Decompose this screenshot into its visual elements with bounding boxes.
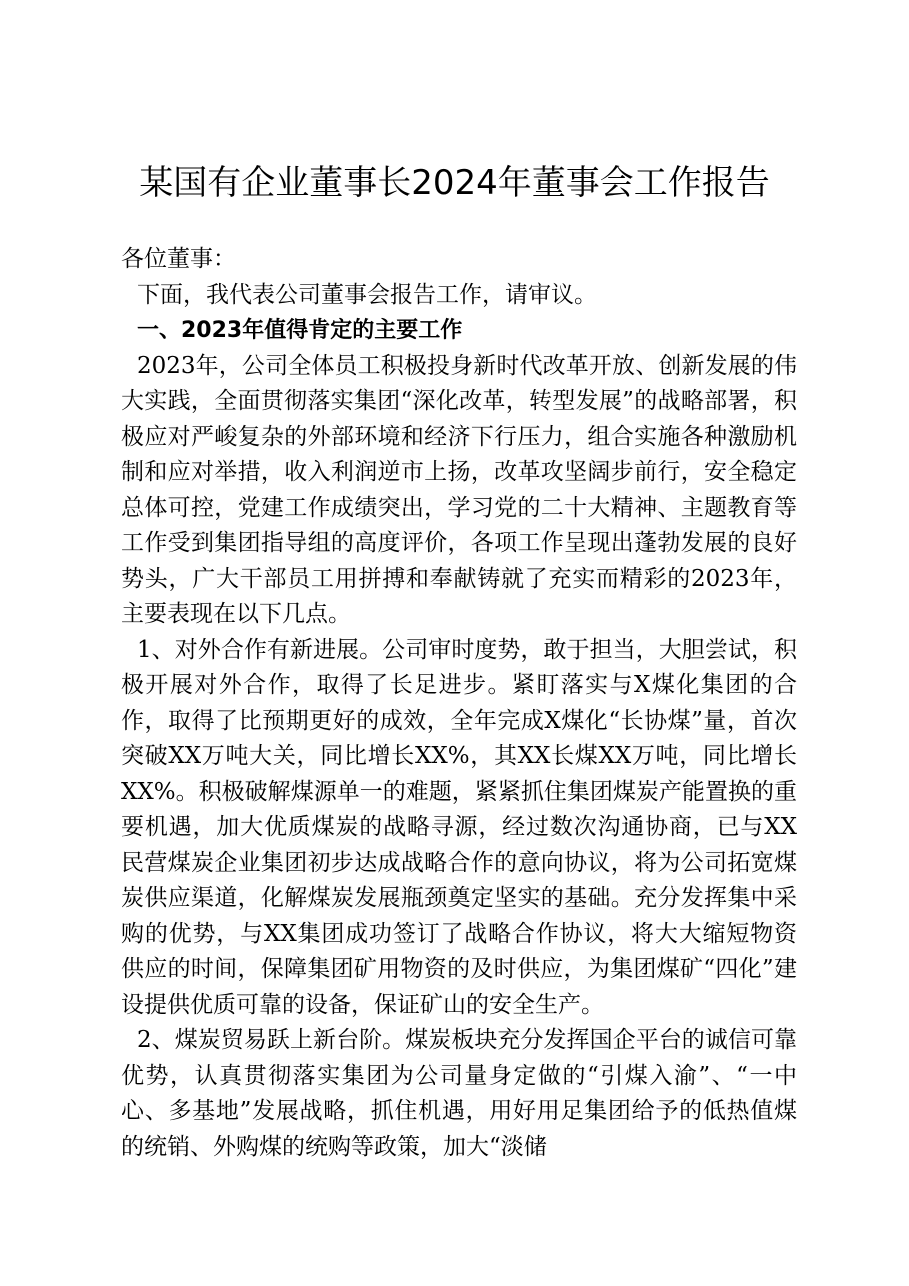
salutation: 各位董事： xyxy=(121,246,236,272)
paragraph-coal-trade: 2、煤炭贸易跃上新台阶。煤炭板块充分发挥国企平台的诚信可靠优势，认真贯彻落实集团为公司量身定做的“引煤入渝”、“一中心、多基地”发展战略，抓住机遇，用好用足集团给予的低热值煤的统销、外购煤的统购等政策，加大“淡储 xyxy=(121,1027,797,1160)
document-body xyxy=(121,242,797,1165)
paragraph-overview: 2023年，公司全体员工积极投身新时代改革开放、创新发展的伟大实践，全面贯彻落实集团“深化改革，转型发展”的战略部署，积极应对严峻复杂的外部环境和经济下行压力，组合实施各种激励机制和应对举措，收入利润逆市上扬，改革攻坚阔步前行，安全稳定总体可控，党建工作成绩突出，学习党的二十大精神、主题教育等工作受到集团指导组的高度评价，各项工作呈现出蓬勃发展的良好势头，广大干部员工用拼搏和奉献铸就了充实而精彩的2023年，主要表现在以下几点。 xyxy=(121,352,797,627)
section-heading: 一、2023年值得肯定的主要工作 xyxy=(137,318,463,343)
document-title: 某国有企业董事长2024年董事会工作报告 xyxy=(139,163,770,203)
intro-paragraph: 下面，我代表公司董事会报告工作，请审议。 xyxy=(137,281,597,308)
paragraph-external-cooperation: 1、对外合作有新进展。公司审时度势，敢于担当，大胆尝试，积极开展对外合作，取得了长足进步。紧盯落实与X煤化集团的合作，取得了比预期更好的成效，全年完成X煤化“长协煤”量，首次突破XX万吨大关，同比增长XX%，其XX长煤XX万吨，同比增长XX%。积极破解煤源单一的难题，紧紧抓住集团煤炭产能置换的重要机遇，加大优质煤炭的战略寻源，经过数次沟通协商，已与XX民营煤炭企业集团初步达成战略合作的意向协议，将为公司拓宽煤炭供应渠道，化解煤炭发展瓶颈奠定坚实的基础。充分发挥集中采购的优势，与XX集团成功签订了战略合作协议，将大大缩短物资供应的时间，保障集团矿用物资的及时供应，为集团煤矿“四化”建设提供优质可靠的设备，保证矿山的安全生产。 xyxy=(121,636,797,1018)
